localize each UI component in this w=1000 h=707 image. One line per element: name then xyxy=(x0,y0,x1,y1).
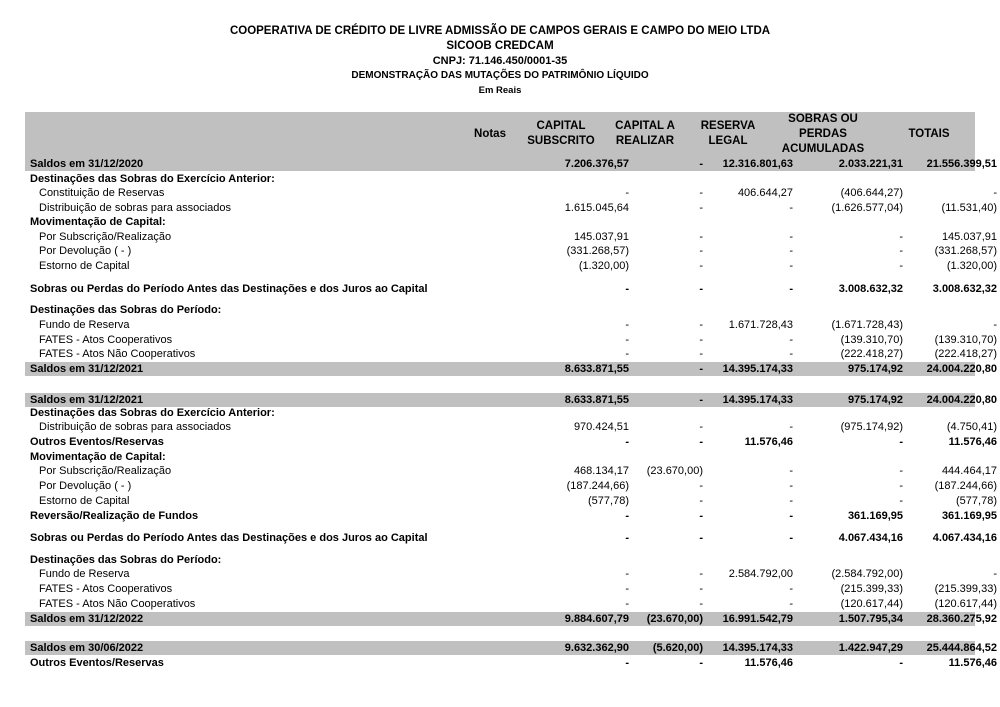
company-short-name: SICOOB CREDCAM xyxy=(446,40,554,52)
table-row xyxy=(25,230,997,244)
row-label: Fundo de Reserva xyxy=(39,568,130,580)
reserva-legal-cell: 1.671.728,43 xyxy=(728,319,793,331)
capital-a-realizar-cell: - xyxy=(699,421,703,433)
row-label: Movimentação de Capital: xyxy=(30,451,166,463)
reserva-legal-cell: 406.644,27 xyxy=(737,187,793,199)
table-row xyxy=(25,420,997,434)
table-row xyxy=(25,597,997,611)
totais-cell: 11.576,46 xyxy=(948,657,997,669)
capital-subscrito-cell: - xyxy=(625,532,629,544)
capital-a-realizar-cell: (23.670,00) xyxy=(646,465,703,477)
capital-subscrito-cell: 9.884.607,79 xyxy=(564,613,629,625)
reserva-legal-cell: - xyxy=(789,465,793,477)
sobras-cell: (120.617,44) xyxy=(840,598,903,610)
table-header xyxy=(25,112,975,159)
capital-subscrito-cell: (1.320,00) xyxy=(578,260,629,272)
capital-a-realizar-cell: - xyxy=(699,583,703,595)
row-label: Saldos em 31/12/2020 xyxy=(30,158,144,170)
capital-a-realizar-cell: - xyxy=(699,480,703,492)
totais-cell: (1.320,00) xyxy=(946,260,997,272)
capital-a-realizar-cell: - xyxy=(699,657,703,669)
company-cnpj: CNPJ: 71.146.450/0001-35 xyxy=(432,55,568,67)
reserva-legal-cell: - xyxy=(789,480,793,492)
totais-cell: (120.617,44) xyxy=(934,598,997,610)
reserva-legal-cell: - xyxy=(789,598,793,610)
reserva-legal-cell: - xyxy=(789,532,793,544)
reserva-legal-cell: - xyxy=(789,583,793,595)
reserva-legal-cell: 2.584.792,00 xyxy=(728,568,793,580)
reserva-legal-cell: 16.991.542,79 xyxy=(722,613,793,625)
capital-subscrito-cell: - xyxy=(625,583,629,595)
sobras-cell: - xyxy=(899,465,903,477)
row-label: Destinações das Sobras do Período: xyxy=(30,304,222,316)
reserva-legal-cell: - xyxy=(789,348,793,360)
capital-a-realizar-cell: - xyxy=(699,510,703,522)
table-row xyxy=(25,347,997,361)
row-label: Movimentação de Capital: xyxy=(30,216,166,228)
header-reserva-legal xyxy=(688,119,768,149)
capital-subscrito-cell: 145.037,91 xyxy=(573,231,629,243)
row-label: Por Devolução ( - ) xyxy=(39,245,132,257)
sobras-cell: - xyxy=(899,231,903,243)
row-label: Constituição de Reservas xyxy=(39,187,165,199)
capital-subscrito-cell: (331.268,57) xyxy=(566,245,629,257)
row-label: Destinações das Sobras do Período: xyxy=(30,554,222,566)
header-reserva-legal-line2: LEGAL xyxy=(708,135,748,147)
table-row xyxy=(25,479,997,493)
sobras-cell: 1.507.795,34 xyxy=(838,613,903,625)
capital-a-realizar-cell: - xyxy=(699,568,703,580)
table-row xyxy=(25,450,975,464)
header-notas: Notas xyxy=(474,128,506,140)
table-row xyxy=(25,333,997,347)
row-label: Por Subscrição/Realização xyxy=(39,465,172,477)
capital-subscrito-cell: - xyxy=(625,436,629,448)
totais-cell: 361.169,95 xyxy=(941,510,997,522)
reserva-legal-cell: - xyxy=(789,510,793,522)
table-row xyxy=(25,464,997,478)
totais-cell: (577,78) xyxy=(956,495,997,507)
header-capital-a-realizar-line2: REALIZAR xyxy=(615,135,675,147)
reserva-legal-cell: 14.395.174,33 xyxy=(722,642,793,654)
totais-cell: 11.576,46 xyxy=(948,436,997,448)
sobras-cell: 361.169,95 xyxy=(847,510,903,522)
table-row xyxy=(25,157,997,171)
row-label: Por Devolução ( - ) xyxy=(39,480,132,492)
reserva-legal-cell: 14.395.174,33 xyxy=(722,394,793,406)
capital-a-realizar-cell: - xyxy=(699,495,703,507)
row-label: FATES - Atos Cooperativos xyxy=(39,583,173,595)
table-row xyxy=(25,641,997,655)
sobras-cell: (975.174,92) xyxy=(840,421,903,433)
row-label: Distribuição de sobras para associados xyxy=(39,421,231,433)
header-sobras-line2: PERDAS xyxy=(799,128,847,140)
reserva-legal-cell: 11.576,46 xyxy=(744,657,793,669)
row-label: FATES - Atos Não Cooperativos xyxy=(39,598,196,610)
totais-cell: - xyxy=(993,319,997,331)
capital-subscrito-cell: 7.206.376,57 xyxy=(564,158,629,170)
sobras-cell: (139.310,70) xyxy=(840,334,903,346)
table-row xyxy=(25,553,975,567)
table-row xyxy=(25,567,997,581)
sobras-cell: 3.008.632,32 xyxy=(838,283,903,295)
totais-cell: (187.244,66) xyxy=(934,480,997,492)
header-sobras-ou-perdas xyxy=(773,112,873,157)
row-label: Reversão/Realização de Fundos xyxy=(30,510,199,522)
header-capital-subscrito-line1: CAPITAL xyxy=(536,120,586,132)
sobras-cell: 975.174,92 xyxy=(847,394,903,406)
row-label: Sobras ou Perdas do Período Antes das Destinações e dos Juros ao Capital xyxy=(30,532,428,544)
capital-subscrito-cell: (187.244,66) xyxy=(566,480,629,492)
totais-cell: 21.556.399,51 xyxy=(926,158,997,170)
capital-subscrito-cell: (577,78) xyxy=(588,495,629,507)
statement-title: DEMONSTRAÇÃO DAS MUTAÇÕES DO PATRIMÔNIO LÍQUIDO xyxy=(351,70,649,81)
capital-a-realizar-cell: - xyxy=(699,319,703,331)
row-label: Estorno de Capital xyxy=(39,260,130,272)
row-label: Destinações das Sobras do Exercício Anterior: xyxy=(30,407,275,419)
totais-cell: 24.004.220,80 xyxy=(926,363,997,375)
row-label: Saldos em 31/12/2021 xyxy=(30,394,144,406)
row-label: FATES - Atos Não Cooperativos xyxy=(39,348,196,360)
capital-subscrito-cell: 970.424,51 xyxy=(573,421,629,433)
capital-subscrito-cell: 468.134,17 xyxy=(573,465,629,477)
table-row xyxy=(25,172,975,186)
totais-cell: - xyxy=(993,568,997,580)
row-label: Outros Eventos/Reservas xyxy=(30,436,164,448)
capital-a-realizar-cell: - xyxy=(699,436,703,448)
capital-a-realizar-cell: - xyxy=(699,260,703,272)
sobras-cell: (2.584.792,00) xyxy=(831,568,903,580)
sobras-cell: - xyxy=(899,260,903,272)
table-row xyxy=(25,259,997,273)
sobras-cell: 2.033.221,31 xyxy=(838,158,903,170)
table-row xyxy=(25,406,975,420)
header-sobras-line1: SOBRAS OU xyxy=(788,113,858,125)
row-label: Sobras ou Perdas do Período Antes das Destinações e dos Juros ao Capital xyxy=(30,283,428,295)
totais-cell: 145.037,91 xyxy=(941,231,997,243)
capital-subscrito-cell: - xyxy=(625,319,629,331)
sobras-cell: - xyxy=(899,245,903,257)
totais-cell: (4.750,41) xyxy=(946,421,997,433)
reserva-legal-cell: - xyxy=(789,260,793,272)
sobras-cell: - xyxy=(899,495,903,507)
table-row xyxy=(25,244,997,258)
table-row xyxy=(25,656,997,670)
sobras-cell: 1.422.947,29 xyxy=(838,642,903,654)
sobras-cell: (1.671.728,43) xyxy=(831,319,903,331)
reserva-legal-cell: - xyxy=(789,283,793,295)
sobras-cell: - xyxy=(899,480,903,492)
sobras-cell: (215.399,33) xyxy=(840,583,903,595)
capital-subscrito-cell: - xyxy=(625,510,629,522)
reserva-legal-cell: - xyxy=(789,202,793,214)
capital-a-realizar-cell: (23.670,00) xyxy=(646,613,703,625)
totais-cell: 28.360.275,92 xyxy=(926,613,997,625)
row-label: Saldos em 31/12/2021 xyxy=(30,363,144,375)
capital-a-realizar-cell: - xyxy=(699,598,703,610)
capital-subscrito-cell: - xyxy=(625,598,629,610)
capital-a-realizar-cell: - xyxy=(699,363,703,375)
totais-cell: (215.399,33) xyxy=(934,583,997,595)
totais-cell: (331.268,57) xyxy=(934,245,997,257)
table-row xyxy=(25,186,997,200)
capital-subscrito-cell: - xyxy=(625,657,629,669)
reserva-legal-cell: - xyxy=(789,421,793,433)
totais-cell: 4.067.434,16 xyxy=(932,532,997,544)
capital-a-realizar-cell: - xyxy=(699,202,703,214)
totais-cell: (11.531,40) xyxy=(941,202,997,214)
row-label: Saldos em 31/12/2022 xyxy=(30,613,144,625)
capital-subscrito-cell: 9.632.362,90 xyxy=(564,642,629,654)
capital-subscrito-cell: - xyxy=(625,187,629,199)
header-reserva-legal-line1: RESERVA xyxy=(700,120,756,132)
capital-a-realizar-cell: - xyxy=(699,532,703,544)
capital-a-realizar-cell: - xyxy=(699,394,703,406)
table-row xyxy=(25,318,997,332)
totais-cell: 3.008.632,32 xyxy=(932,283,997,295)
sobras-cell: 4.067.434,16 xyxy=(838,532,903,544)
table-row xyxy=(25,612,997,626)
table-row xyxy=(25,362,997,376)
sobras-cell: - xyxy=(899,657,903,669)
header-sobras-line3: ACUMULADAS xyxy=(781,143,865,155)
table-row xyxy=(25,201,997,215)
row-label: Saldos em 30/06/2022 xyxy=(30,642,144,654)
sobras-cell: (222.418,27) xyxy=(840,348,903,360)
row-label: Por Subscrição/Realização xyxy=(39,231,172,243)
reserva-legal-cell: 11.576,46 xyxy=(744,436,793,448)
row-label: Estorno de Capital xyxy=(39,495,130,507)
table-row xyxy=(25,494,997,508)
table-row xyxy=(25,435,997,449)
row-label: Outros Eventos/Reservas xyxy=(30,657,164,669)
row-label: FATES - Atos Cooperativos xyxy=(39,334,173,346)
capital-subscrito-cell: - xyxy=(625,334,629,346)
row-label: Destinações das Sobras do Exercício Anterior: xyxy=(30,173,275,185)
table-row xyxy=(25,531,997,545)
capital-a-realizar-cell: - xyxy=(699,187,703,199)
header-totais: TOTAIS xyxy=(908,128,950,140)
header-capital-subscrito xyxy=(521,119,601,149)
header-capital-subscrito-line2: SUBSCRITO xyxy=(527,135,595,147)
capital-subscrito-cell: 8.633.871,55 xyxy=(564,363,629,375)
totais-cell: - xyxy=(993,187,997,199)
totais-cell: (222.418,27) xyxy=(934,348,997,360)
sobras-cell: (406.644,27) xyxy=(840,187,903,199)
company-name: COOPERATIVA DE CRÉDITO DE LIVRE ADMISSÃO DE CAMPOS GERAIS E CAMPO DO MEIO LTDA xyxy=(229,25,771,37)
reserva-legal-cell: - xyxy=(789,334,793,346)
totais-cell: 24.004.220,80 xyxy=(926,394,997,406)
totais-cell: 444.464,17 xyxy=(941,465,997,477)
capital-subscrito-cell: - xyxy=(625,348,629,360)
table-row xyxy=(25,282,997,296)
header-capital-a-realizar xyxy=(605,119,685,149)
reserva-legal-cell: - xyxy=(789,495,793,507)
capital-a-realizar-cell: - xyxy=(699,348,703,360)
reserva-legal-cell: 14.395.174,33 xyxy=(722,363,793,375)
capital-a-realizar-cell: - xyxy=(699,334,703,346)
reserva-legal-cell: 12.316.801,63 xyxy=(722,158,793,170)
capital-a-realizar-cell: - xyxy=(699,231,703,243)
table-row xyxy=(25,215,975,229)
sobras-cell: 975.174,92 xyxy=(847,363,903,375)
table-row xyxy=(25,393,997,407)
reserva-legal-cell: - xyxy=(789,245,793,257)
capital-a-realizar-cell: - xyxy=(699,283,703,295)
sobras-cell: - xyxy=(899,436,903,448)
table-row xyxy=(25,582,997,596)
table-row xyxy=(25,509,997,523)
capital-a-realizar-cell: - xyxy=(699,158,703,170)
reserva-legal-cell: - xyxy=(789,231,793,243)
capital-subscrito-cell: - xyxy=(625,568,629,580)
row-label: Fundo de Reserva xyxy=(39,319,130,331)
capital-subscrito-cell: - xyxy=(625,283,629,295)
totais-cell: (139.310,70) xyxy=(934,334,997,346)
capital-subscrito-cell: 1.615.045,64 xyxy=(564,202,629,214)
capital-subscrito-cell: 8.633.871,55 xyxy=(564,394,629,406)
sobras-cell: (1.626.577,04) xyxy=(831,202,903,214)
currency-unit: Em Reais xyxy=(478,85,522,96)
table-row xyxy=(25,303,975,317)
header-capital-a-realizar-line1: CAPITAL A xyxy=(615,120,675,132)
row-label: Distribuição de sobras para associados xyxy=(39,202,231,214)
capital-a-realizar-cell: (5.620,00) xyxy=(652,642,703,654)
totais-cell: 25.444.864,52 xyxy=(926,642,997,654)
capital-a-realizar-cell: - xyxy=(699,245,703,257)
